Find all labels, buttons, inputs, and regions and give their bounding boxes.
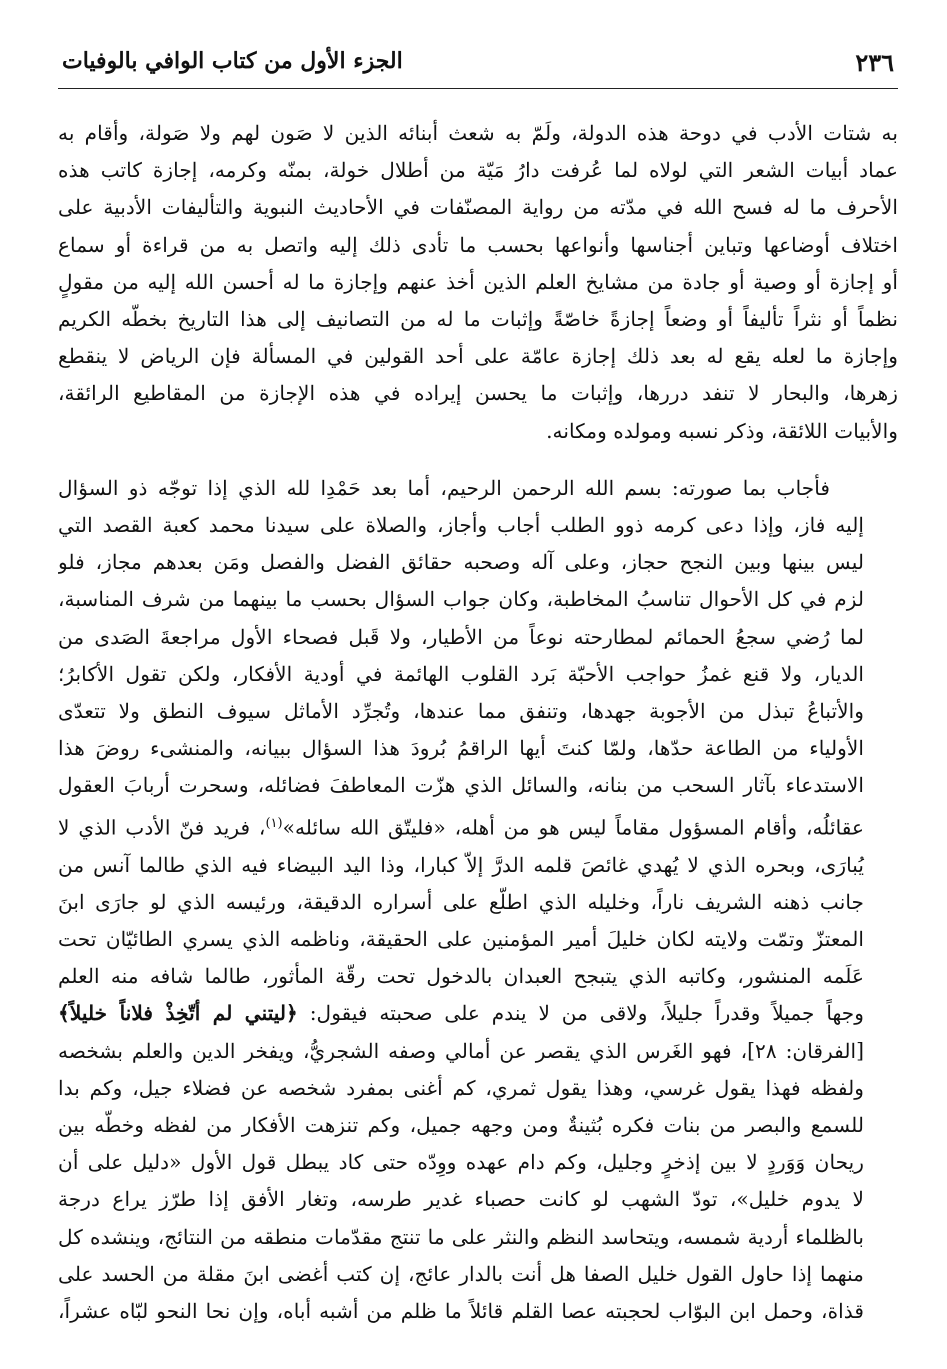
text-line: أو إجازة أو وصية أو جادة من مشايخ العلم الذين أخذ عنهم وإجازة ما له أحسن الله إليه من مقولٍ [58,269,898,294]
text-line: للسمع والبصر من بنات فكره بُثينةٌ ومن وجهه جميل، وكم تنزهت الأفكار من لفظه وخطّه بين [58,1113,864,1138]
quran-quote: ﴿ليتني لم أتّخِذْ فلاناً خليلاً﴾ [58,1001,298,1026]
footnote-marker: (١) [265,815,283,831]
text-line: والأبيات اللائقة، وذكر نسبه ومولده ومكانه. [546,418,898,443]
text-line: لا يدوم خليل»، تودّ الشهب لو كانت حصباء غدير طرسه، وتغار الأفق إذا طرّز يراع درجة [58,1187,864,1212]
text-line: وإجازة ما لعله يقع له بعد ذلك إجازة عامّة على أحد القولين في المسألة فإن الرياض لا ينقطع [58,344,898,369]
line-end: ، فريد فنّ الأدب الذي لا [58,815,266,840]
text-line: فأجاب بما صورته: بسم الله الرحمن الرحيم، أما بعد حَمْدِا لله الذي إذا توجّه ذو السؤال [58,475,830,500]
text-line: بالظلماء أردية شمسه، ويتحاسد النظم والنثر على ما تنتج مقدّمات منطقه من النتائج، وينشده كل [58,1224,864,1249]
text-line: منهما إذا حاول القول خليل الصفا هل أنت بالدار عائج، إن كتب أغضى ابنَ مقلة من الحسد على [58,1261,864,1286]
paragraph-2 [58,470,898,1330]
page-header [58,40,898,89]
text-line: الديار، ولا قنع غمزُ حواجب الأحبّة بَرد القلوب الهائمة في أودية الأفكار، ولكن تقول الأكابرُ؛ [58,661,864,686]
text-line: عَلَمه المنشور، وكاتبه الذي يتبجح العبدان بالدخول تحت رقّة المأثور، طالما شافه منه العلم [58,964,864,989]
paragraph-1 [58,115,898,450]
text-line: إليه فاز، وإذا دعى كرمه ذوو الطلب أجاب وأجاز، والصلاة على سيدنا محمد كعبة القصد التي [58,513,864,538]
text-line: قذاة، وحمل ابن البوّاب لحجبته عصا القلم قائلاً ما ظلم من أشبه أباه، وإن نحا النحو لبّاه عشراً، [58,1299,864,1324]
running-title: الجزء الأول من كتاب الوافي بالوفيات [62,48,403,74]
text-line: زهرها، والبحار لا تنفد دررها، وإثبات ما يحسن إيراده في هذه الإجازة من المقاطيع الرائقة، [58,381,898,406]
text-line: المعتزّ وتمّت ولايته لكان خليلَ أمير المؤمنين على الحقيقة، وناظمه الذي يسري الطائيّان تحت [58,927,864,951]
document-page [58,40,898,1340]
text-line: ولفظه فهذا يقول غرسي، وهذا يقول ثمري، كم أغنى بمفرد شخصه عن فضلاء جيل، وكم بدا [58,1075,864,1100]
text-line: ليس بينها وبين النجح حجاز، وعلى آله وصحبه حقائق الفضل والفصل ومَن بعدهم مجاز، فلو [58,550,864,575]
text-line: الأولياء من الطاعة حدّها، ولمّا كنتَ أيها الراقمُ بُرودَ هذا السؤال ببيانه، والمنشىء روضَ هذا [58,736,864,761]
text-line: الاستدعاء بآثار السحب من بنانه، والسائل الذي هزّت المعاطفَ فضائله، وسحرت أربابَ العقول [58,773,864,798]
text-line: نظماً أو نثراً تأليفاً أو وضعاً إجازةً خاصّةً وإثبات ما له من التصانيف إلى هذا التاريخ بخطّه الكريم [58,307,898,332]
text-line: يُبارَى، وبحره الذي لا يُهدي غائصَ قلمه الدرَّ إلاّ كبارا، وذا اليد البيضاء فيه الذي طالما آنس من [58,852,864,877]
page-number: ٢٣٦ [855,48,894,77]
text-line: والأتباعُ تبذل من الأجوبة جهدها، وتنفق مما عندها، وتُجرِّد الأماثل سيوف النطق ولا تتعدّى [58,699,864,724]
text-line-with-footnote [58,805,898,847]
text-line: عماد أبيات الشعر التي لولاه لما عُرفت دارُ مَيّة من أطلال خولة، بمنّه وكرمه، إجازة كاتب هذه [58,158,898,183]
text-line: اختلاف أوضاعها وتباين أجناسها وأنواعها بحسب ما تأدى ذلك إليه واتصل به من قراءة أو سماع [58,232,898,257]
text-line: الأحرف ما له فسح الله في مدّته من رواية المصنّفات في الأحاديث النبوية والتأليفات الأدبية على [58,195,898,220]
text-line: جانب ذهنه الشريف ناراً، وخليله الذي اطلّع على أسراره الدقيقة، ورئيسه الذي لو جارَى ابنَ [58,889,864,914]
text-line: لما رُضي سجعُ الحمائم لمطارحته نوعاً من الأطيار، ولا قَبل فصحاء الأول مراجعةَ الصَدى من [58,624,864,649]
line-start: وجهاً جميلاً وقدراً جليلاً، ولاقى من لا يندم على صحبته فيقول: [309,1001,865,1026]
text-line: به شتات الأدب في دوحة هذه الدولة، ولَمّ به شعث أبنائه الذين لا صَون لهم ولا صَولة، وأقام به [58,121,898,145]
text-line: [الفرقان: ٢٨]، فهو الغَرس الذي يقصر عن أمالي وصفه الشجريُّ، ويفخر الدين والعلم بشخصه [58,1038,864,1063]
line-start: عقائلُه، وأقام المسؤول مقاماً ليس هو من أهله، «فليتّق الله سائله» [282,815,864,840]
text-line: لزم في كل الأحوال تناسبُ المخاطبة، وكان جواب السؤال بحسب ما بينهما من شرف المناسبة، [58,587,864,612]
text-line: ريحان وَوَردٍ لا بين إذخرٍ وجليل، وكم دام عهده ووِدّه حتى كاد يبطل قول الأول «دليل على أن [58,1150,864,1175]
text-line-with-quran [58,995,898,1032]
